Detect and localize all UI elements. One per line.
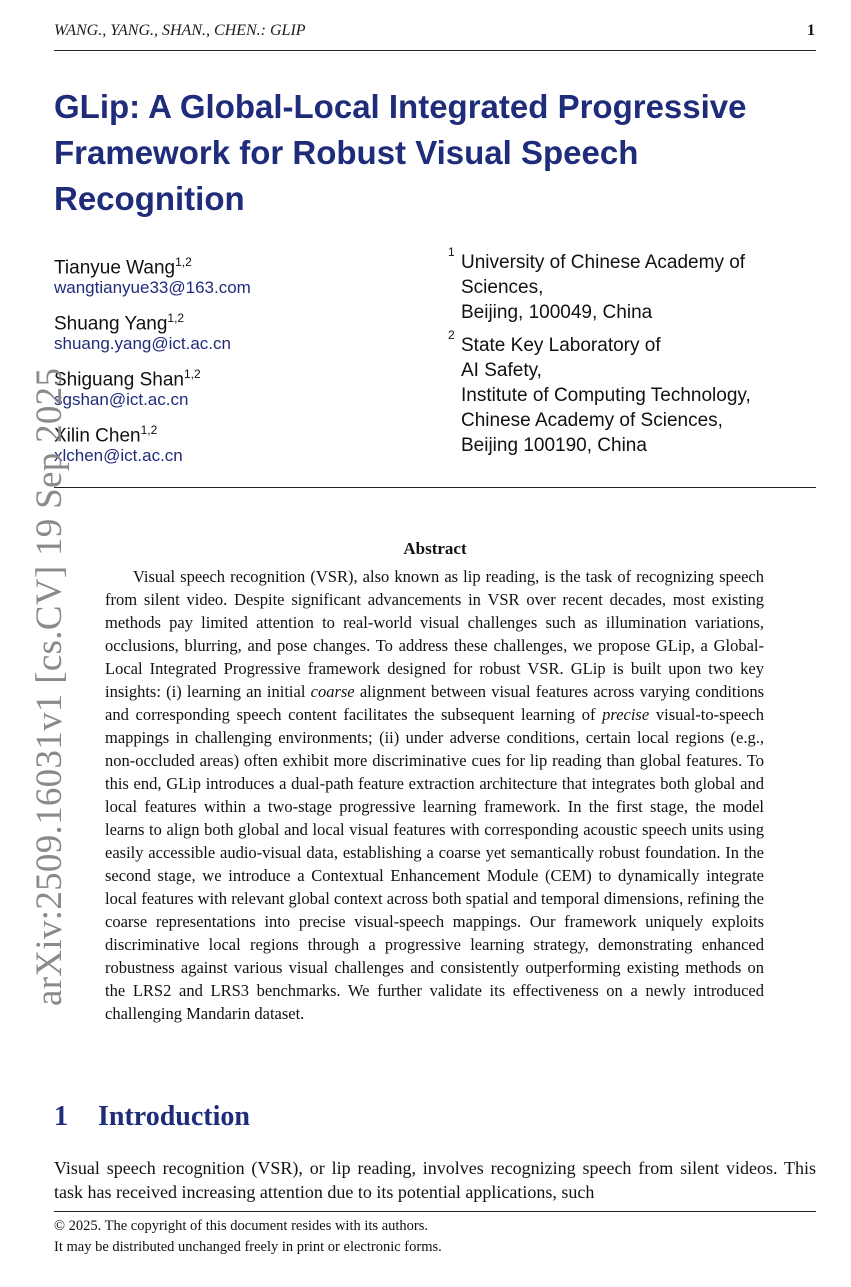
distribution-line: It may be distributed unchanged freely in print or electronic forms. xyxy=(54,1239,442,1255)
author-block xyxy=(54,362,251,418)
author-email[interactable]: wangtianyue33@163.com xyxy=(54,278,251,297)
author-email[interactable]: shuang.yang@ict.ac.cn xyxy=(54,334,231,353)
copyright-footer xyxy=(54,1216,442,1258)
section-title: Introduction xyxy=(98,1101,250,1132)
author-affil-sup: 1,2 xyxy=(183,367,201,381)
affiliation-line: Beijing 100190, China xyxy=(461,435,647,456)
affiliation xyxy=(448,245,751,325)
author-email[interactable]: sgshan@ict.ac.cn xyxy=(54,390,189,409)
running-header: WANG., YANG., SHAN., CHEN.: GLIP xyxy=(54,22,306,39)
affiliation-line: Beijing, 100049, China xyxy=(461,302,653,323)
affiliation-line: State Key Laboratory of xyxy=(461,335,661,356)
title-block-rule xyxy=(54,487,816,488)
author-block xyxy=(54,418,251,474)
header-rule xyxy=(54,50,816,51)
affiliation-list xyxy=(448,245,751,466)
author-block xyxy=(54,306,251,362)
author-name: Shuang Yang xyxy=(54,313,168,335)
author-name: Tianyue Wang xyxy=(54,257,176,279)
arxiv-stamp: arXiv:2509.16031v1 [cs.CV] 19 Sep 2025 xyxy=(29,367,70,1006)
introduction-text: Visual speech recognition (VSR), or lip reading, involves recognizing speech from silent videos. This task has received increasing attention due to its potential applications, such xyxy=(54,1158,816,1202)
affiliation-line: Chinese Academy of Sciences, xyxy=(461,410,723,431)
footer-rule xyxy=(54,1211,816,1212)
author-affil-sup: 1,2 xyxy=(140,423,158,437)
affiliation-line: University of Chinese Academy of xyxy=(461,252,746,273)
affiliation-number: 2 xyxy=(448,328,455,342)
author-name: Xilin Chen xyxy=(54,425,141,447)
author-block xyxy=(54,250,251,306)
section-number: 1 xyxy=(54,1101,68,1132)
copyright-line: © 2025. The copyright of this document resides with its authors. xyxy=(54,1218,429,1234)
emphasis-precise: precise xyxy=(602,705,650,724)
section-heading xyxy=(54,1101,250,1133)
affiliation-line: Institute of Computing Technology, xyxy=(461,385,751,406)
author-affil-sup: 1,2 xyxy=(167,311,185,325)
emphasis-coarse: coarse xyxy=(310,682,355,701)
author-list xyxy=(54,250,251,474)
abstract-text: Visual speech recognition (VSR), also known as lip reading, is the task of recognizing speech from silent video. Despite significant advancements in VSR over recent decades, most existing methods pay limited attention to real-world visual challenges such as illumination variations, occlusions, blurring, and pose changes. To address these challenges, we propose GLip, a Global-Local Integrated Progressive framework designed for robust VSR. GLip is built upon two key insights: (i) learning an initial coarse alignment between visual features across varying conditions and corresponding speech content facilitates the subsequent learning of precise visual-to-speech mappings in challenging environments; (ii) under adverse conditions, certain local regions (e.g., non-occluded areas) often exhibit more discriminative cues for lip reading than global features. To this end, GLip introduces a dual-path feature extraction architecture that integrates both global and local features within a two-stage progressive learning framework. In the first stage, the model learns to align both global and local visual features with corresponding acoustic speech units using easily accessible audio-visual data, establishing a coarse yet semantically robust foundation. In the second stage, we introduce a Contextual Enhancement Module (CEM) to dynamically integrate local features with relevant global context across both spatial and temporal dimensions, refining the coarse representations into precise visual-speech mappings. Our framework uniquely exploits discriminative local regions through a progressive learning strategy, demonstrating enhanced robustness against various visual challenges and consistently outperforming existing methods on the LRS2 and LRS3 benchmarks. We further validate its effectiveness on a newly introduced challenging Mandarin dataset. xyxy=(105,567,765,1023)
abstract-heading: Abstract xyxy=(403,539,467,558)
affiliation-number: 1 xyxy=(448,245,455,259)
affiliation xyxy=(448,328,751,458)
page-number: 1 xyxy=(807,22,815,39)
affiliation-line: Sciences, xyxy=(461,277,544,298)
author-email[interactable]: xlchen@ict.ac.cn xyxy=(54,446,183,465)
author-name: Shiguang Shan xyxy=(54,369,184,391)
author-affil-sup: 1,2 xyxy=(175,255,192,269)
affiliation-line: AI Safety, xyxy=(461,360,542,381)
paper-title: GLip: A Global-Local Integrated Progressive Framework for Robust Visual Speech Recognition xyxy=(54,88,747,217)
